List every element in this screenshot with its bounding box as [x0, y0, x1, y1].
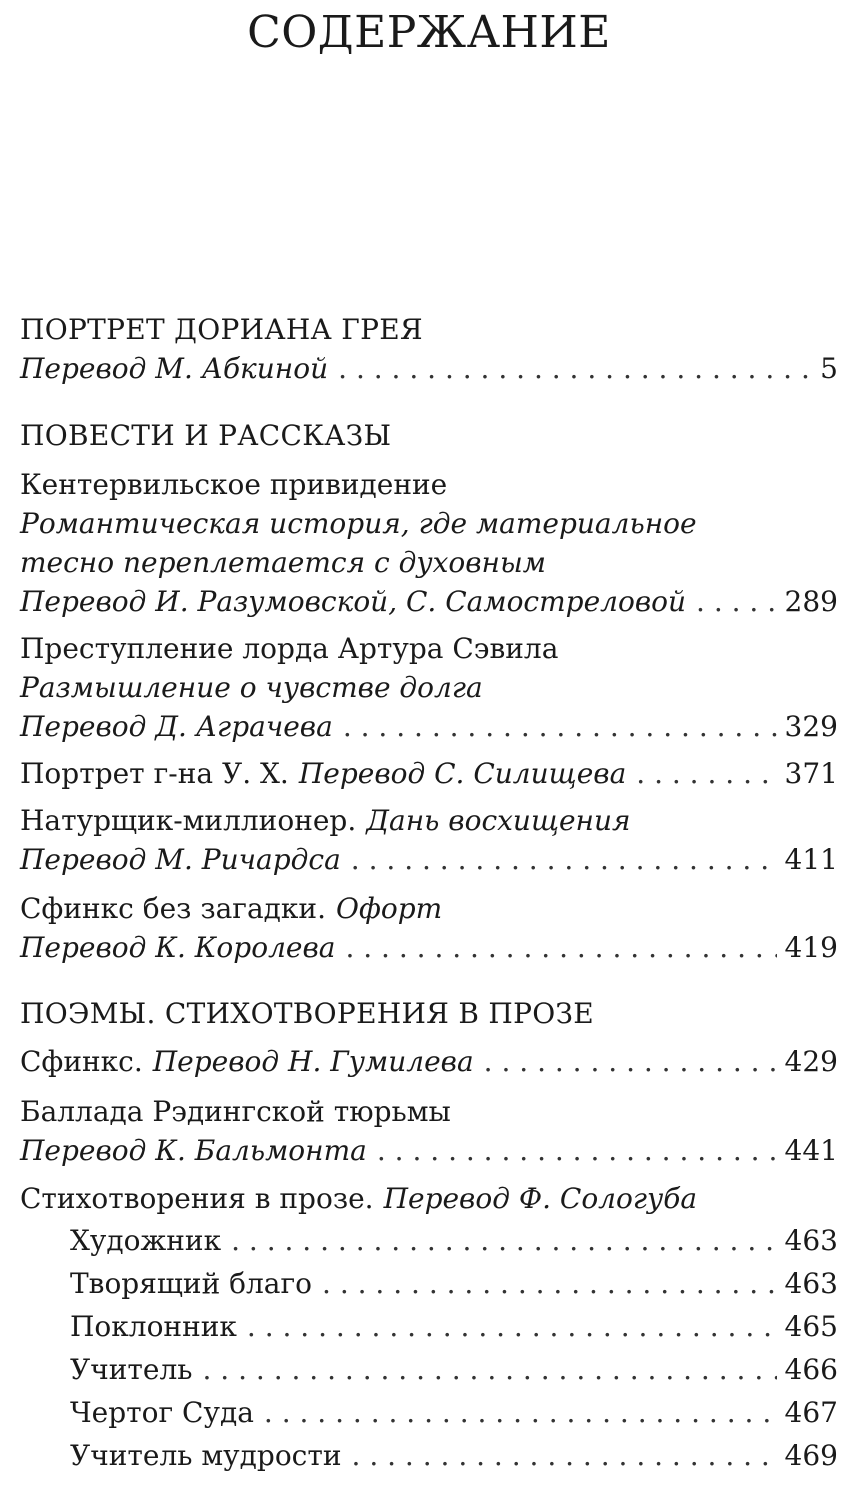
- toc-entry-savile[interactable]: [20, 709, 838, 745]
- toc-entry-model[interactable]: [20, 842, 838, 878]
- toc-entry-prose-poem[interactable]: Поклонник . . . 465: [70, 1309, 838, 1345]
- page-number: 463: [784, 1267, 838, 1300]
- dot-leader: [377, 1133, 777, 1169]
- toc-entry-ballad[interactable]: [20, 1133, 838, 1169]
- dot-leader: [203, 1352, 777, 1388]
- section-heading-stories: ПОВЕСТИ И РАССКАЗЫ: [20, 419, 392, 452]
- page-number: 329: [784, 710, 838, 743]
- section-heading-dorian: ПОРТРЕТ ДОРИАНА ГРЕЯ: [20, 313, 423, 346]
- subtitle-label: Дань восхищения: [366, 804, 631, 837]
- toc-entry-sphinx-riddle[interactable]: [20, 930, 838, 966]
- toc-entry-prose-poem[interactable]: Учитель мудрости . . . 469: [70, 1438, 838, 1474]
- toc-entry-wh[interactable]: Портрет г-на У. Х. Перевод С. Силищева . . . 371: [20, 756, 838, 792]
- toc-entry-sphinx-riddle-title[interactable]: Сфинкс без загадки. Офорт: [20, 892, 443, 925]
- page-number: 441: [784, 1134, 838, 1167]
- page-number: 411: [784, 843, 838, 876]
- translator-label: Перевод К. Бальмонта: [20, 1134, 367, 1167]
- subtitle-label: Офорт: [335, 892, 443, 925]
- page-number: 419: [784, 931, 838, 964]
- dot-leader: [351, 842, 777, 878]
- dot-leader: [231, 1223, 776, 1259]
- translator-label: Перевод И. Разумовской, С. Самостреловой: [20, 585, 687, 618]
- toc-entry-ballad-title[interactable]: Баллада Рэдингской тюрьмы: [20, 1095, 451, 1128]
- toc-entry-prose-poems-title[interactable]: Стихотворения в прозе. Перевод Ф. Сологуба: [20, 1182, 698, 1215]
- toc-entry-sphinx[interactable]: Сфинкс. Перевод Н. Гумилева . . . 429: [20, 1044, 838, 1080]
- toc-page: [20, 0, 838, 1485]
- toc-entry-canterville-title[interactable]: Кентервильское привидение: [20, 468, 448, 501]
- toc-entry-canterville[interactable]: [20, 584, 838, 620]
- dot-leader: [696, 584, 777, 620]
- section-heading-poems: ПОЭМЫ. СТИХОТВОРЕНИЯ В ПРОЗЕ: [20, 997, 595, 1030]
- translator-label: Перевод К. Королева: [20, 931, 336, 964]
- dot-leader: [338, 351, 812, 387]
- toc-entry-prose-poem[interactable]: Художник . . . 463: [70, 1223, 838, 1259]
- toc-entry-prose-poem[interactable]: Учитель . . . 466: [70, 1352, 838, 1388]
- dot-leader: [352, 1438, 777, 1474]
- page-title: СОДЕРЖАНИЕ: [247, 7, 611, 58]
- page-number: 371: [784, 757, 838, 790]
- dot-leader: [484, 1044, 777, 1080]
- toc-entry-canterville-subtitle-2: тесно переплетается с духовным: [20, 546, 546, 579]
- page-number: 469: [784, 1439, 838, 1472]
- page-number: 466: [784, 1353, 838, 1386]
- page-number: 467: [784, 1396, 838, 1429]
- translator-label: Перевод Д. Аграчева: [20, 710, 333, 743]
- page-number: 289: [784, 585, 838, 618]
- translator-label: Перевод Ф. Сологуба: [383, 1182, 698, 1215]
- dot-leader: [345, 930, 776, 966]
- page-number: 429: [784, 1045, 838, 1078]
- toc-entry-dorian[interactable]: [20, 351, 838, 387]
- page-number: 463: [784, 1224, 838, 1257]
- dot-leader: [264, 1395, 777, 1431]
- toc-entry-savile-subtitle: Размышление о чувстве долга: [20, 671, 483, 704]
- translator-label: Перевод М. Абкиной: [20, 352, 329, 385]
- page-number: 5: [820, 352, 838, 385]
- toc-entry-savile-title[interactable]: Преступление лорда Артура Сэвила: [20, 632, 559, 665]
- dot-leader: [343, 709, 777, 745]
- translator-label: Перевод М. Ричардса: [20, 843, 341, 876]
- dot-leader: [247, 1309, 777, 1345]
- toc-entry-canterville-subtitle-1: Романтическая история, где материальное: [20, 507, 697, 540]
- translator-label: Перевод С. Силищева: [298, 757, 627, 790]
- toc-entry-model-title[interactable]: Натурщик-миллионер. Дань восхищения: [20, 804, 631, 837]
- dot-leader: [636, 756, 776, 792]
- dot-leader: [322, 1266, 777, 1302]
- toc-entry-prose-poem[interactable]: Творящий благо . . . 463: [70, 1266, 838, 1302]
- toc-entry-prose-poem[interactable]: Чертог Суда . . . 467: [70, 1395, 838, 1431]
- page-number: 465: [784, 1310, 838, 1343]
- translator-label: Перевод Н. Гумилева: [152, 1045, 474, 1078]
